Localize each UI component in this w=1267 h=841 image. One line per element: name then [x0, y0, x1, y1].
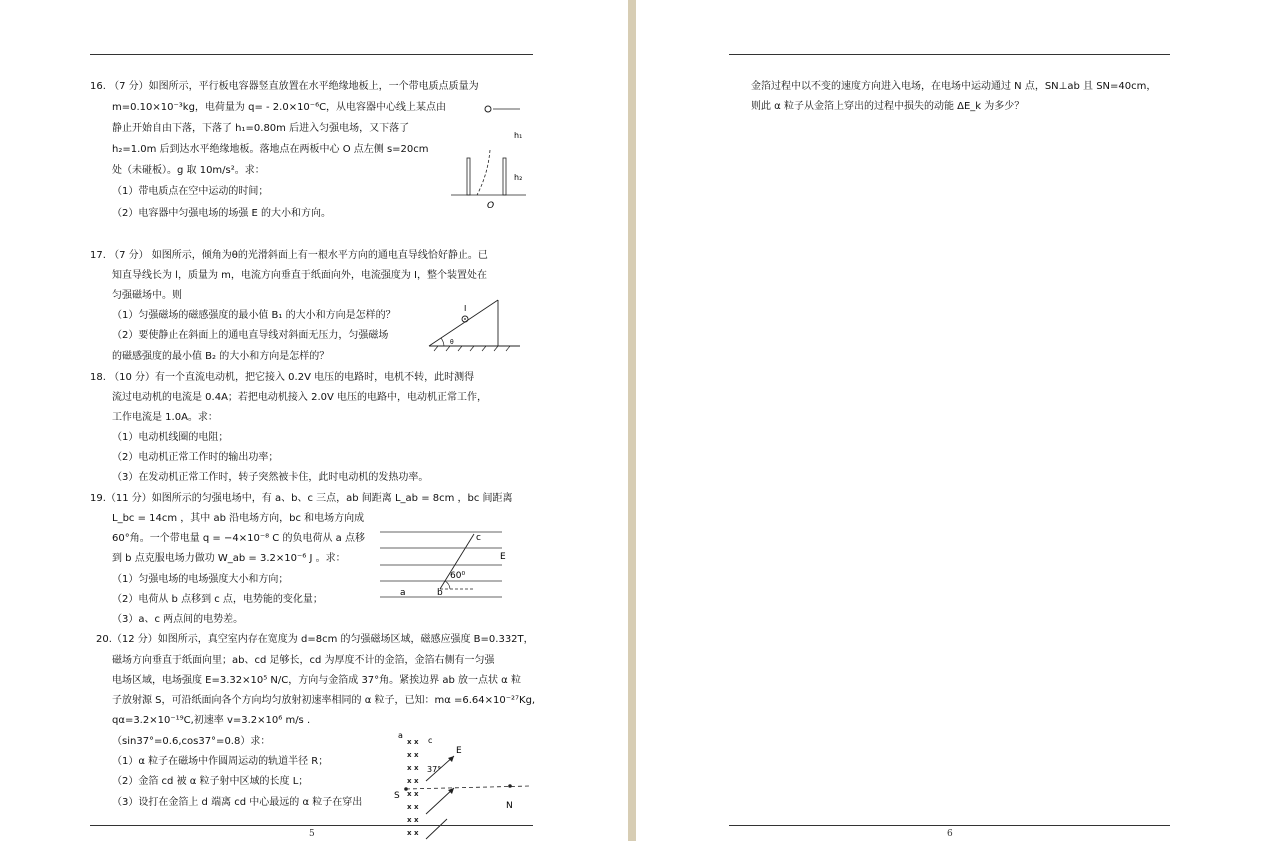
text-line: 静止开始自由下落，下落了 h₁=0.80m 后进入匀强电场，又下落了: [112, 123, 410, 134]
uniform-field-figure: [378, 528, 506, 600]
text-line: （1）带电质点在空中运动的时间；: [112, 186, 269, 197]
field-x-mark: x x: [407, 816, 419, 824]
text-line: （2）金箔 cd 被 α 粒子射中区域的长度 L；: [112, 776, 309, 787]
text-line: 的磁感强度的最小值 B₂ 的大小和方向是怎样的？: [112, 351, 330, 362]
text-line: 18. （10 分）有一个直流电动机，把它接入 0.2V 电压的电路时，电机不转，此时测得: [90, 372, 475, 383]
text-line: （3）a、c 两点间的电势差。: [112, 614, 244, 625]
a-label: a: [398, 731, 403, 740]
text-line: 16. （7 分）如图所示，平行板电容器竖直放置在水平绝缘地板上，一个带电质点质量为: [90, 81, 479, 92]
text-line: （1）匀强电场的电场强度大小和方向；: [112, 574, 289, 585]
text-line: 流过电动机的电流是 0.4A；若把电动机接入 2.0V 电压的电路中，电动机正常工作，: [112, 392, 488, 403]
capacitor-figure: [448, 98, 533, 213]
text-line: 处（未碰板）。g 取 10m/s²。求：: [112, 165, 265, 176]
text-line: 60°角。一个带电量 q = −4×10⁻⁸ C 的负电荷从 a 点移: [112, 533, 365, 544]
text-line: 电场区域，电场强度 E=3.32×10⁵ N/C，方向与金箔成 37°角。紧挨边界 ab 放一点状 α 粒: [112, 675, 521, 686]
page-gutter: [628, 0, 636, 841]
c-label: c: [476, 533, 481, 543]
text-line: （1）电动机线圈的电阻；: [112, 432, 229, 443]
h1-label: h₁: [514, 131, 523, 140]
field-x-mark: x x: [407, 790, 419, 798]
b-label: b: [437, 588, 443, 598]
field-x-mark: x x: [407, 777, 419, 785]
text-line: 金箔过程中以不变的速度方向进入电场，在电场中运动通过 N 点，SN⊥ab 且 SN=40cm，: [751, 81, 1157, 92]
text-line: 知直导线长为 l，质量为 m，电流方向垂直于纸面向外，电流强度为 I，整个装置处在: [112, 270, 488, 281]
text-line: 到 b 点克服电场力做功 W_ab = 3.2×10⁻⁶ J 。求：: [112, 553, 346, 564]
field-x-mark: x x: [407, 764, 419, 772]
footer-rule: [90, 825, 533, 826]
text-line: h₂=1.0m 后到达水平绝缘地板。落地点在两板中心 O 点左侧 s=20cm: [112, 144, 429, 155]
text-line: （sin37°=0.6,cos37°=0.8）求：: [112, 736, 271, 747]
o-label: O: [487, 201, 495, 211]
text-line: （2）电容器中匀强电场的场强 E 的大小和方向。: [112, 208, 332, 219]
angle-label: 60⁰: [450, 571, 466, 581]
footer-rule: [729, 825, 1170, 826]
page-number: 6: [947, 829, 953, 839]
page-number: 5: [309, 829, 315, 839]
field-x-mark: x x: [407, 751, 419, 759]
text-line: （3）在发动机正常工作时，转子突然被卡住，此时电动机的发热功率。: [112, 472, 429, 483]
text-line: （2）要使静止在斜面上的通电直导线对斜面无压力，匀强磁场: [112, 330, 389, 341]
field-x-mark: x x: [407, 738, 419, 746]
e-label: E: [456, 746, 462, 756]
text-line: 20.（12 分）如图所示，真空室内存在宽度为 d=8cm 的匀强磁场区域，磁感应强度 B=0.332T，: [96, 634, 534, 645]
h2-label: h₂: [514, 173, 523, 182]
s-label: S: [394, 791, 400, 801]
text-line: 磁场方向垂直于纸面向里；ab、cd 足够长，cd 为厚度不计的金箔，金箔右侧有一匀强: [112, 655, 495, 666]
page-left: [0, 0, 628, 841]
e-label: E: [500, 552, 506, 562]
a-label: a: [400, 588, 406, 598]
angle-label: 37°: [427, 765, 442, 774]
text-line: 19.（11 分）如图所示的匀强电场中，有 a、b、c 三点，ab 间距离 L_ab = 8cm ，bc 间距离: [90, 493, 513, 504]
text-line: 则此 α 粒子从金箔上穿出的过程中损失的动能 ΔE_k 为多少？: [751, 101, 1025, 112]
magnetic-field-figure: [390, 728, 535, 840]
text-line: （1）α 粒子在磁场中作圆周运动的轨道半径 R；: [112, 756, 329, 767]
header-rule: [90, 54, 533, 55]
theta-label: θ: [450, 339, 454, 346]
current-label: I: [464, 304, 467, 313]
text-line: （1）匀强磁场的磁感强度的最小值 B₁ 的大小和方向是怎样的？: [112, 310, 396, 321]
text-line: （2）电荷从 b 点移到 c 点，电势能的变化量；: [112, 594, 323, 605]
c-label: c: [428, 736, 433, 745]
text-line: 工作电流是 1.0A。求：: [112, 412, 218, 423]
field-x-mark: x x: [407, 829, 419, 837]
n-label: N: [506, 801, 513, 811]
text-line: 匀强磁场中。则: [112, 290, 182, 301]
text-line: L_bc = 14cm ，其中 ab 沿电场方向，bc 和电场方向成: [112, 513, 365, 524]
text-line: （2）电动机正常工作时的输出功率；: [112, 452, 279, 463]
text-line: 17. （7 分） 如图所示，倾角为θ的光滑斜面上有一根水平方向的通电直导线恰好静止。已: [90, 250, 488, 261]
text-line: qα=3.2×10⁻¹⁹C,初速率 v=3.2×10⁶ m/s .: [112, 715, 311, 726]
text-line: （3）设打在金箔上 d 端离 cd 中心最远的 α 粒子在穿出: [112, 797, 363, 808]
field-x-mark: x x: [407, 803, 419, 811]
incline-figure: [424, 298, 524, 352]
text-line: m=0.10×10⁻³kg，电荷量为 q= - 2.0×10⁻⁶C，从电容器中心线上某点由: [112, 102, 447, 113]
header-rule: [729, 54, 1170, 55]
page-right: [636, 0, 1267, 841]
text-line: 子放射源 S，可沿纸面向各个方向均匀放射初速率相同的 α 粒子，已知：mα =6.64×10⁻²⁷Kg,: [112, 695, 536, 706]
